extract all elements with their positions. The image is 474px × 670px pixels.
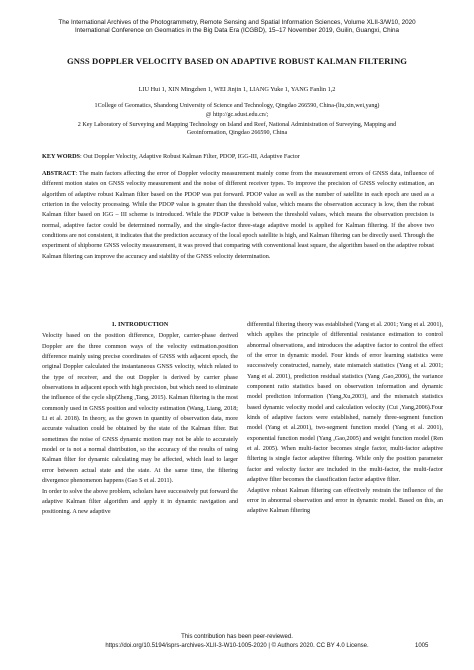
author-list: LIU Hui 1, XIN Mingzhen 1, WEI Jinjin 1, LIANG Yuke 1, YANG Fanlin 1,2 [138,86,336,93]
intro-right-paragraph-1: differential filtering theory was established (Yang et al. 2001; Yang et al. 2001), which applies the principle of differential resistance estimation to control abnormal observations, and introduces the adaptive factor to control the effect of the error in dynamic model. Four kinds of error learning statistics were successively constructed, namely, state mismatch statistics (Yang et al. 2001; Yang et al. 2001), prediction residual statistics (Yang ,Gao,2006), the variance component ratio statistics based on observation information and dynamic model prediction information (Yang,Xu,2003), and the mismatch statistics based dynamic velocity model and calculation velocity (Cui ,Yang,2006).Four kinds of adaptive factors were established, namely three-segment function model (Yang et al.2001), two-segment function model (Yang et al. 2001), exponential function model (Yang ,Gao,2005) and weight function model (Ren et al. 2005). When multi-factor becomes single factor, multi-factor adaptive filtering is single factor adaptive filtering. While only the position parameter factor and velocity factor are included in the multi-factor, the multi-factor adaptive filter becomes the classification factor adaptive filter. [247,322,443,484]
abstract [42,169,434,262]
affiliation-1: 1College of Geomatics, Shandong University of Science and Technology, Qingdao 266590, China-(liu,xin,wei,yang) [94,103,380,109]
paper-title: GNSS DOPPLER VELOCITY BASED ON ADAPTIVE ROBUST KALMAN FILTERING [66,56,408,66]
affiliation-1-web: @ http://gc.sdust.edu.cn/; [205,112,269,118]
left-column [42,320,238,518]
abstract-label: ABSTRACT [42,171,76,177]
section-heading-introduction: 1. INTRODUCTION [111,321,169,328]
keywords-text: : Out Doppler Velocity, Adaptive Robust Kalman Filter, PDOP, IGG-III, Adaptive Factor [80,153,300,160]
page-number: 1005 [415,643,429,649]
intro-right-paragraph-2: Adaptive robust Kalman filtering can effectively restrain the influence of the error in abnormal observation and error in dynamic model. Based on this, an adaptive Kalman filtering [247,487,443,515]
journal-header-line-1: The International Archives of the Photogrammetry, Remote Sensing and Spatial Information Sciences, Volume XLII-3/W10, 2020 [58,19,416,26]
keywords-label: KEY WORDS [42,153,80,160]
keywords [42,153,432,160]
intro-left-paragraph-1: Velocity based on the position difference, Doppler, carrier-phase derived Doppler are the three common ways of the velocity estimation.position difference mainly using precise coordinates of GNSS with adjacent epoch, the original Doppler calculated the instantaneous GNSS velocity, which related to the type of receiver, and the out Doppler is derived by carrier phase observations in adjacent epoch with high precision, but which need to eliminate the influence of the cycle slip(Zheng ,Tang, 2015). Kalman filtering is the most commonly used in GNSS position and velocity estimation (Wang, Liang, 2018; Li et al. 2018). In theory, as the grown in quantity of observation data, more accurate valuation could be obtained by the state of the Kalman filter. But sometimes the noise of GNSS dynamic motion may not be able to accurately model or is not a normal distribution, so the accuracy of the results of using Kalman filter for dynamic calculating may be affected, which lead to larger error between actual state and the state. At the same time, the filtering divergence phenomenon happens (Gao S et al. 2011). [42,333,238,485]
footer-review-note: This contribution has been peer-reviewed. [181,634,293,640]
right-column [247,320,443,517]
affiliation-2: 2 Key Laboratory of Surveying and Mapping Technology on Island and Reef, National Administration of Surveying, Mapping and [77,122,397,128]
intro-left-paragraph-2: In order to solve the above problem, scholars have successively put forward the adaptive Kalman filter algorithm and apply it in dynamic navigation and positioning. A new adaptive [42,488,238,516]
footer-doi-license: https://doi.org/10.5194/isprs-archives-XLII-3-W10-1005-2020 | © Authors 2020. CC BY 4.0 License. [105,643,369,649]
affiliation-2-cont: Geoinformation, Qingdao 266590, China [186,130,288,136]
journal-header-line-2: International Conference on Geomatics in the Big Data Era (ICGBD), 15–17 November 2019, Guilin, Guangxi, China [74,27,400,34]
abstract-text: : The main factors affecting the error of Doppler velocity measurement mainly come from the measurement errors of GNSS data, influence of different motion states on GNSS velocity measurement and the noise of different receiver types. To improve the precision of GNSS velocity estimation, an algorithm of adaptive robust Kalman filter based on the PDOP was put forward. PDOP value as well as the number of satellite in each epoch are used as a criterion in the velocity processing. While the PDOP value is greater than the threshold value, which means the observation accuracy is low, then the robust Kalman filter based on IGG – III scheme is introduced. While the PDOP value is between the threshold values, which means the observation precision is normal, adaptive factor could be determined normally, and the single-factor three-stage adaptive model is applied for Kalman filtering. If the above two conditions are not consistent, it indicates that the prediction accuracy of the local epoch satellite is high, and Kalman filtering can be directly used. Through the experiment of shipborne GNSS velocity measurement, it was proved that comparing with conventional least square, the algorithm based on the adaptive robust Kalman filtering can improve the accuracy and stability of the GNSS velocity determination. [42,171,434,260]
